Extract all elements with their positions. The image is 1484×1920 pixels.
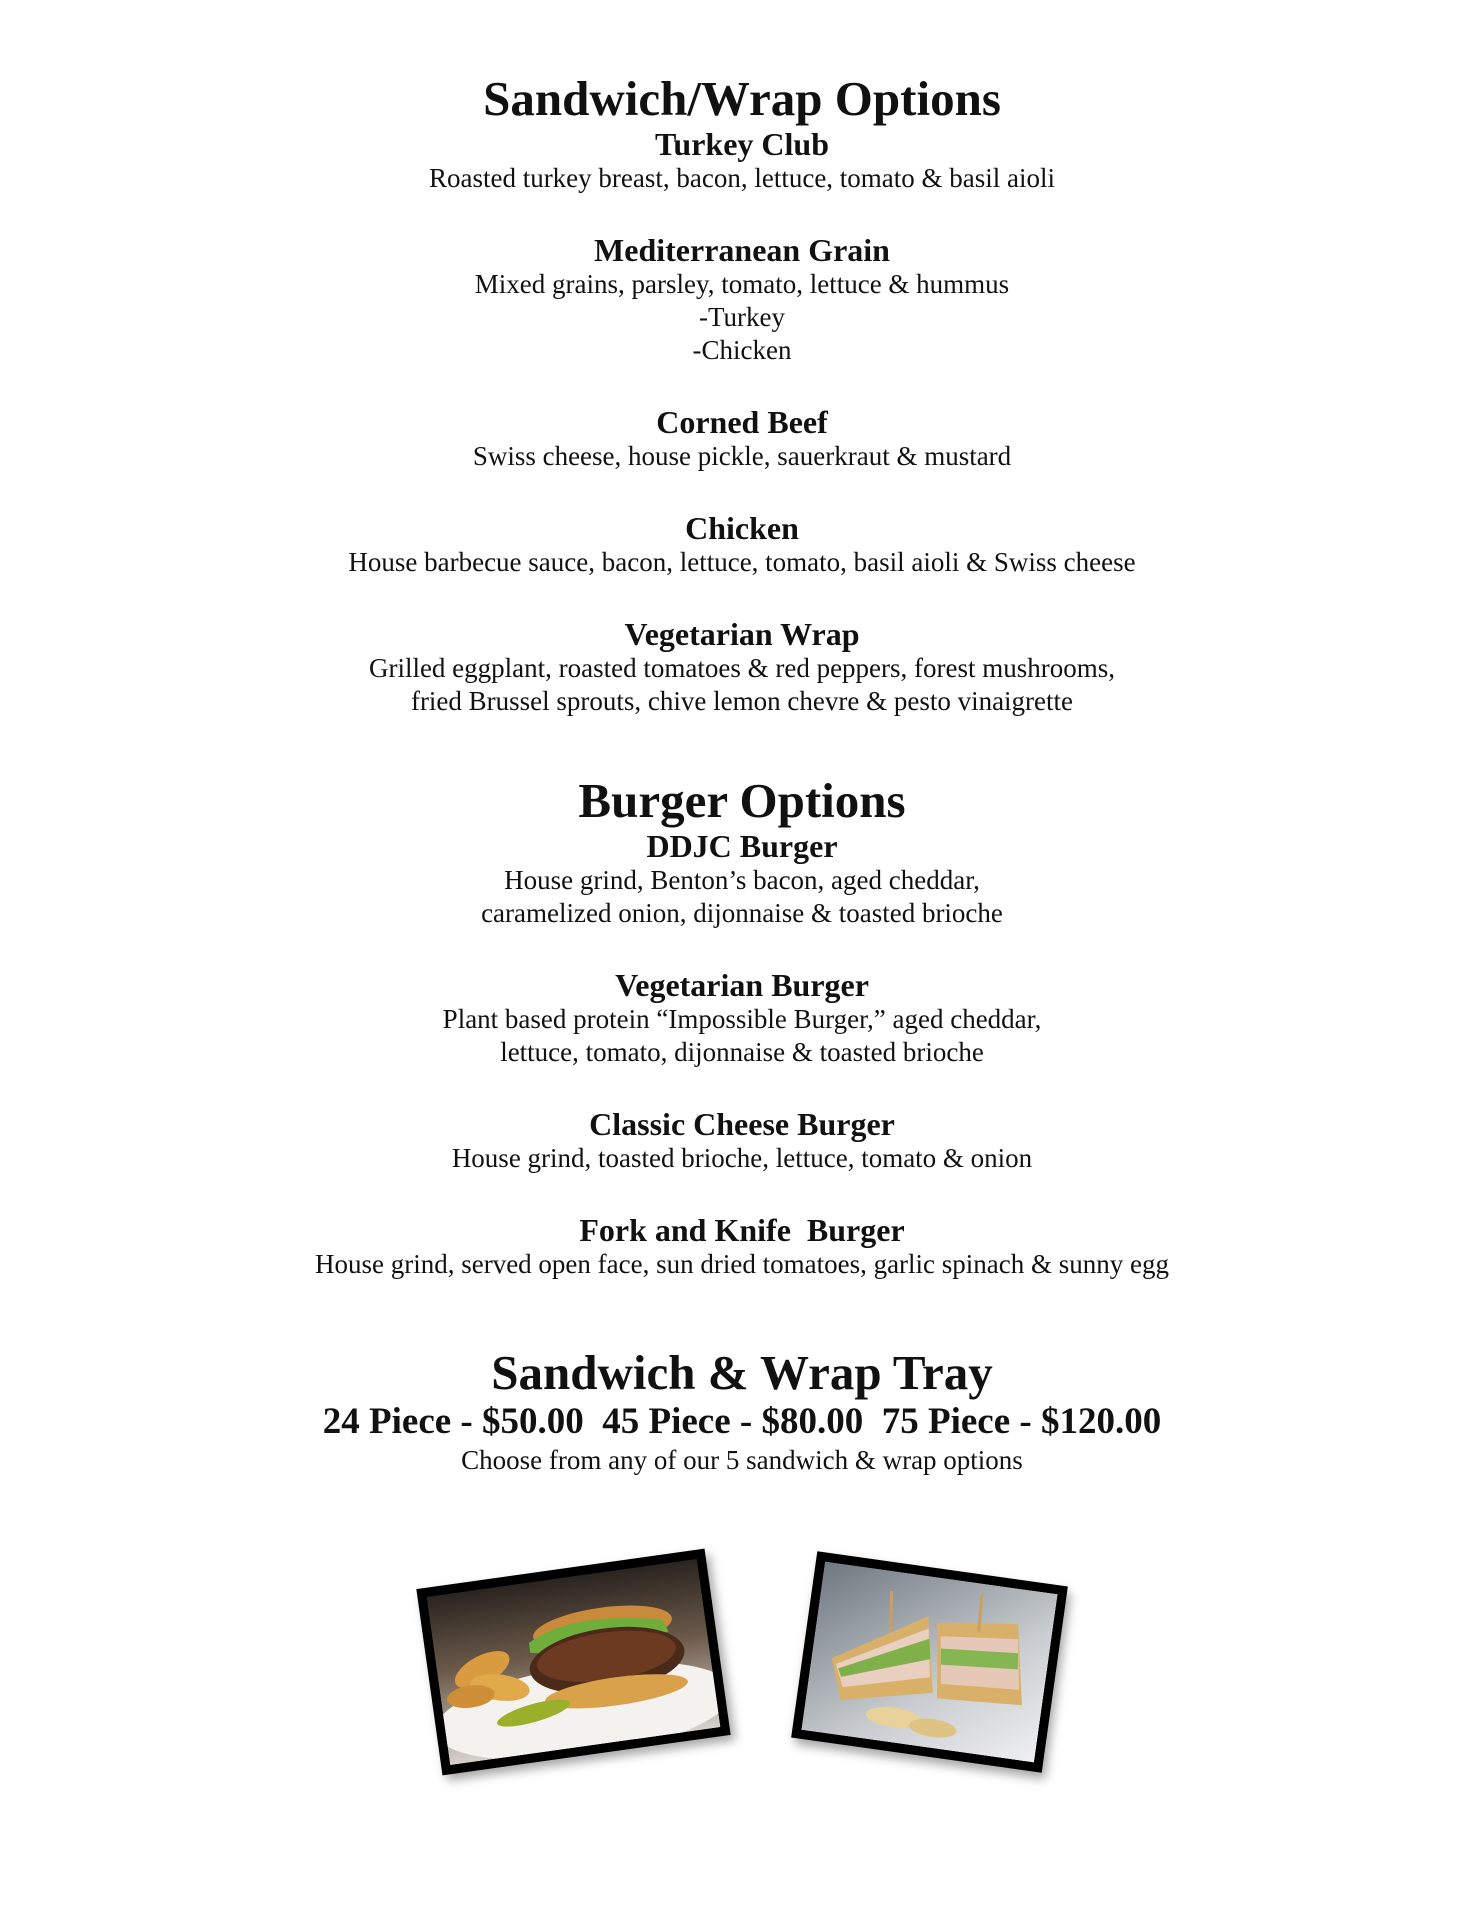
burger-section-title: Burger Options — [578, 773, 906, 828]
burger-illustration — [426, 1559, 720, 1765]
menu-item-classic-cheese-burger — [0, 1106, 1484, 1175]
menu-item-chicken — [0, 510, 1484, 579]
item-description: House grind, toasted brioche, lettuce, tomato & onion — [451, 1143, 1033, 1173]
item-name: Fork and Knife Burger — [579, 1212, 905, 1248]
sandwich-photo — [791, 1551, 1068, 1772]
item-name: Mediterranean Grain — [594, 232, 890, 268]
item-option: -Chicken — [692, 335, 792, 365]
item-name: Chicken — [685, 510, 799, 546]
menu-item-vegetarian-wrap — [0, 616, 1484, 718]
menu-item-ddjc-burger — [0, 828, 1484, 930]
item-name: Vegetarian Wrap — [624, 616, 860, 652]
item-name: Turkey Club — [655, 126, 829, 162]
tray-note: Choose from any of our 5 sandwich & wrap options — [461, 1445, 1023, 1475]
item-name: Vegetarian Burger — [615, 967, 869, 1003]
item-description: Swiss cheese, house pickle, sauerkraut & mustard — [472, 441, 1012, 471]
item-name: DDJC Burger — [646, 828, 838, 864]
burger-image — [426, 1559, 720, 1765]
item-description: fried Brussel sprouts, chive lemon chevre & pesto vinaigrette — [410, 686, 1074, 716]
tray-section — [0, 1346, 1484, 1477]
item-description: Plant based protein “Impossible Burger,” aged cheddar, — [442, 1004, 1042, 1034]
item-description: House grind, Benton’s bacon, aged cheddar, — [504, 865, 980, 895]
sandwich-illustration — [801, 1561, 1057, 1762]
item-description: lettuce, tomato, dijonnaise & toasted brioche — [500, 1037, 984, 1067]
menu-item-fork-and-knife-burger — [0, 1212, 1484, 1281]
item-description: caramelized onion, dijonnaise & toasted brioche — [481, 898, 1003, 928]
item-description: Mixed grains, parsley, tomato, lettuce & hummus — [474, 269, 1010, 299]
sandwich-section-title: Sandwich/Wrap Options — [483, 71, 1001, 126]
sandwich-section — [0, 72, 1484, 718]
burger-section — [0, 774, 1484, 1281]
item-name: Corned Beef — [656, 404, 828, 440]
item-option: -Turkey — [698, 302, 785, 332]
item-description: Roasted turkey breast, bacon, lettuce, tomato & basil aioli — [428, 163, 1056, 193]
sandwich-image — [801, 1561, 1057, 1762]
burger-photo — [416, 1549, 730, 1776]
menu-item-turkey-club — [0, 126, 1484, 195]
item-description: House grind, served open face, sun dried tomatoes, garlic spinach & sunny egg — [314, 1249, 1170, 1279]
menu-item-vegetarian-burger — [0, 967, 1484, 1069]
menu-item-mediterranean-grain — [0, 232, 1484, 367]
menu-item-corned-beef — [0, 404, 1484, 473]
tray-prices: 24 Piece - $50.00 45 Piece - $80.00 75 Piece - $120.00 — [322, 1401, 1162, 1442]
item-description: Grilled eggplant, roasted tomatoes & red peppers, forest mushrooms, — [368, 653, 1116, 683]
tray-section-title: Sandwich & Wrap Tray — [491, 1345, 993, 1400]
item-description: House barbecue sauce, bacon, lettuce, tomato, basil aioli & Swiss cheese — [348, 547, 1136, 577]
item-name: Classic Cheese Burger — [589, 1106, 895, 1142]
